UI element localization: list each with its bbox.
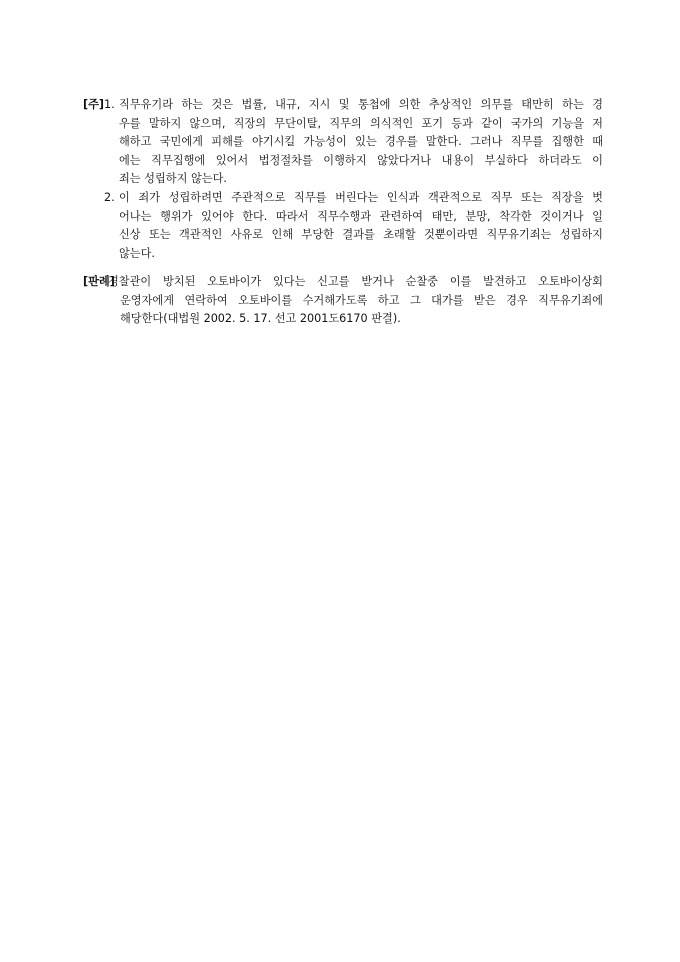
case-section [83,273,603,329]
note-item-2-line-4: 않는다. [119,246,155,260]
note-item-1-line-5: 죄는 성립하지 않는다. [119,172,227,186]
note-item-1-line-4: 에는 직무집행에 있어서 법정절차를 이행하지 않았다거나 내용이 부실하다 하더라도 이 [119,153,603,167]
note-item-1 [83,96,603,189]
note-item-1-line-3: 해하고 국민에게 피해를 야기시킬 가능성이 있는 경우를 말한다. 그러나 직무를 집행한 때 [119,135,603,149]
note-item-1-line-1: 직무유기라 하는 것은 법률, 내규, 지시 및 통첩에 의한 추상적인 의무를 태만히 하는 경 [119,98,603,111]
note-tag: [주] [83,98,105,111]
case-body [83,273,603,329]
note-item-2-body [103,189,603,263]
note-section [83,96,603,263]
case-line-2: 운영자에게 연락하여 오토바이를 수거해가도록 하고 그 대가를 받은 경우 직무유기죄에 [120,293,603,307]
case-line-3: 해당한다(대법원 2002. 5. 17. 선고 2001도6170 판결). [120,312,401,326]
note-item-2-line-3: 신상 또는 객관적인 사유로 인해 부당한 결과를 초래할 것뿐이라면 직무유기죄는 성립하지 [119,228,603,242]
case-line-1: 경찰관이 방치된 오토바이가 있다는 신고를 받거나 순찰중 이를 발견하고 오토바이상회 [108,275,603,288]
note-item-2-line-1: 이 죄가 성립하려면 주관적으로 직무를 버린다는 인식과 객관적으로 직무 또는 직장을 벗 [119,190,603,204]
note-item-1-line-2: 우를 말하지 않으며, 직장의 무단이탈, 직무의 의식적인 포기 등과 같이 국가의 기능을 저 [119,116,603,130]
note-item-2-number: 2. [104,190,115,204]
note-item-2-line-2: 어나는 행위가 있어야 한다. 따라서 직무수행과 관련하여 태만, 분망, 착각한 것이거나 일 [119,209,603,223]
case-paragraph [83,273,603,329]
case-tag: [판례] [83,275,115,288]
note-item-1-number: 1. [104,98,115,111]
note-item-1-body [103,96,603,189]
note-item-2 [83,189,603,263]
